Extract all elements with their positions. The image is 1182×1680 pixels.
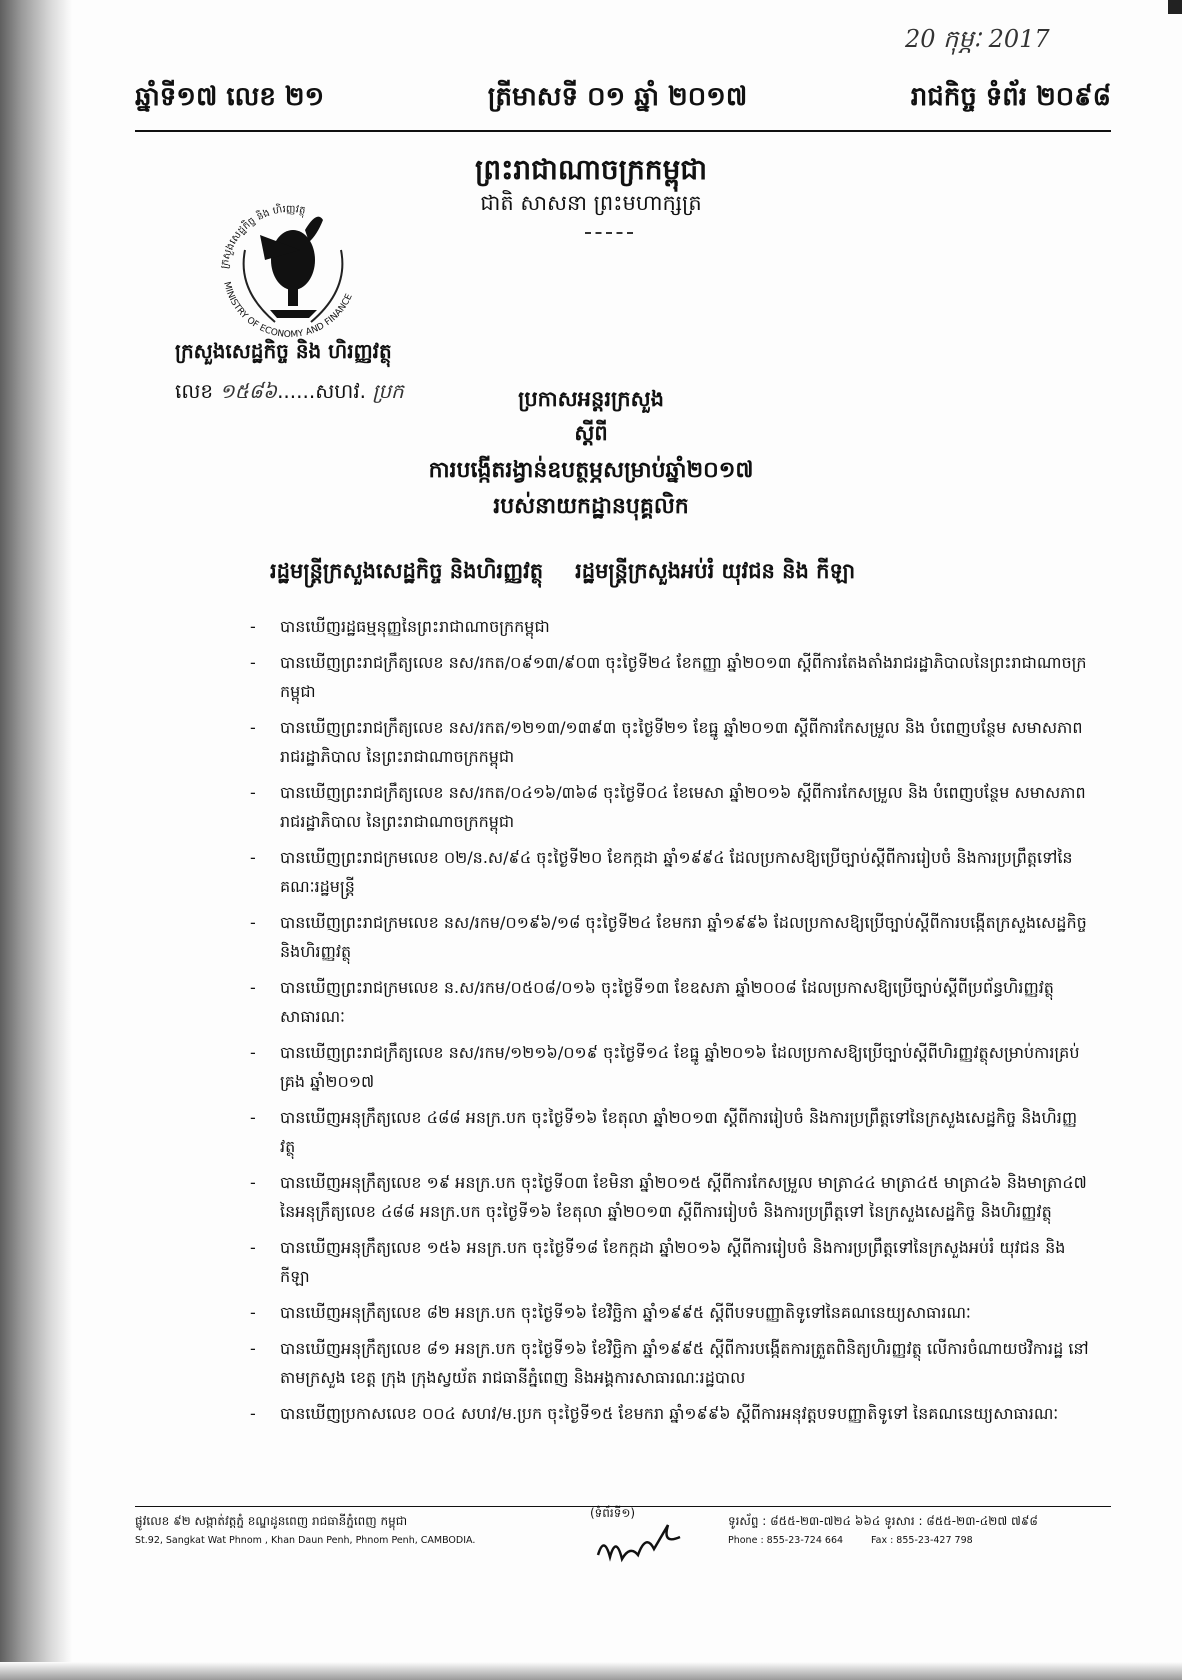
recital-item: - បានឃើញអនុក្រឹត្យលេខ ៨១ អនក្រ.បក ចុះថ្ងៃទី១៦ ខែវិច្ឆិកា ឆ្នាំ១៩៩៥ ស្តីពីការបង្កើតការត្រួតពិនិត្យហិរញ្ញវត្ថុ លើការចំណាយថវិការដ្ឋ នៅតាមក្រសួង ខេត្ត ក្រុង ក្រុងស្វយ័ត រាជធានីភ្នំពេញ និងអង្គការសាធារណៈរដ្ឋបាល: [250, 1334, 1090, 1392]
handwritten-date: 20 កុម្ភៈ 2017: [905, 25, 1050, 53]
phone-kh: ទូរស័ព្ទ : ៨៥៥-២៣-៧២៤ ៦៦៤ ទូរសារ : ៨៥៥-២៣-៤២៧ ៧៩៨: [728, 1514, 1038, 1528]
quarter: ត្រីមាសទី ០១ ឆ្នាំ ២០១៧: [487, 82, 748, 112]
national-motto: ជាតិ សាសនា ព្រះមហាក្សត្រ: [480, 191, 702, 215]
gazette-page: រាជកិច្ច ទំព័រ ២០៩៨: [910, 82, 1111, 112]
page-marker: (ទំព័រទី១): [590, 1506, 636, 1520]
recital-item: - បានឃើញប្រកាសលេខ ០០៤ សហវ/ម.ប្រក ចុះថ្ងៃទី១៥ ខែមករា ឆ្នាំ១៩៩៦ ស្តីពីការអនុវត្តបទបញ្ញាតិទូទៅ នៃគណនេយ្យសាធារណៈ: [250, 1399, 1090, 1428]
recital-item: - បានឃើញអនុក្រឹត្យលេខ ៨២ អនក្រ.បក ចុះថ្ងៃទី១៦ ខែវិច្ឆិកា ឆ្នាំ១៩៩៥ ស្តីពីបទបញ្ញាតិទូទៅនៃគណនេយ្យសាធារណៈ: [250, 1298, 1090, 1327]
fax-en: Fax : 855-23-427 798: [871, 1535, 973, 1546]
signature-initials: [590, 1515, 700, 1575]
seal-bird-emblem: [260, 217, 323, 318]
motto-ornament: [585, 232, 633, 234]
recital-item: - បានឃើញអនុក្រឹត្យលេខ ៤៨៨ អនក្រ.បក ចុះថ្ងៃទី១៦ ខែតុលា ឆ្នាំ២០១៣ ស្តីពីការរៀបចំ និងការប្រព្រឹត្តទៅនៃក្រសួងសេដ្ឋកិច្ច និងហិរញ្ញវត្ថុ: [250, 1103, 1090, 1161]
recital-item: - បានឃើញព្រះរាជក្រឹត្យលេខ នស/រកត/០៤១៦/៣៦៨ ចុះថ្ងៃទី០៤ ខែមេសា ឆ្នាំ២០១៦ ស្តីពីការកែសម្រួល និង បំពេញបន្ថែម សមាសភាពរាជរដ្ឋាភិបាល នៃព្រះរាជាណាចក្រកម្ពុជា: [250, 778, 1090, 836]
document-type: ប្រកាសអន្តរក្រសួង: [518, 387, 664, 411]
recital-item: - បានឃើញព្រះរាជក្រមលេខ ន.ស/រកម/០៥០៨/០១៦ ចុះថ្ងៃទី១៣ ខែឧសភា ឆ្នាំ២០០៨ ដែលប្រកាសឱ្យប្រើច្បាប់ស្តីពីប្រព័ន្ធហិរញ្ញវត្ថុសាធារណៈ: [250, 973, 1090, 1031]
scan-corner-mark: [1168, 0, 1182, 14]
document-subject-continued: របស់នាយកដ្ឋានបុគ្គលិក: [493, 494, 689, 519]
kingdom-title: ព្រះរាជាណាចក្រកម្ពុជា: [474, 153, 707, 186]
address-kh: ផ្លូវលេខ ៩២ សង្កាត់វត្តភ្នំ ខណ្ឌដូនពេញ រាជធានីភ្នំពេញ កម្ពុជា: [135, 1514, 408, 1528]
minister-economy: រដ្ឋមន្ត្រីក្រសួងសេដ្ឋកិច្ច និងហិរញ្ញវត្ថុ: [270, 559, 544, 583]
scan-bottom-shadow: [0, 1662, 1182, 1680]
gazette-header: [135, 80, 1111, 118]
seal-text-en: MINISTRY OF ECONOMY AND FINANCE: [221, 280, 355, 341]
recital-item: - បានឃើញរដ្ឋធម្មនុញ្ញនៃព្រះរាជាណាចក្រកម្ពុជា: [250, 612, 1090, 641]
ministry-seal: [205, 180, 375, 350]
issuing-ministry: ក្រសួងសេដ្ឋកិច្ច និង ហិរញ្ញវត្ថុ: [175, 339, 392, 363]
footer-contact: [728, 1513, 1088, 1546]
reference-suffix: សហវ.: [315, 379, 367, 403]
recitals-list: [250, 612, 1090, 1435]
recital-item: - បានឃើញព្រះរាជក្រឹត្យលេខ នស/រកត/១២១៣/១៣៩៣ ចុះថ្ងៃទី២១ ខែធ្នូ ឆ្នាំ២០១៣ ស្តីពីការកែសម្រួល និង បំពេញបន្ថែម សមាសភាពរាជរដ្ឋាភិបាល នៃព្រះរាជាណាចក្រកម្ពុជា: [250, 713, 1090, 771]
reference-prefix: លេខ: [175, 379, 214, 403]
reference-handwritten-code: ប្រក: [372, 379, 404, 403]
signing-ministers: [270, 558, 1070, 589]
recital-item: - បានឃើញព្រះរាជក្រមលេខ នស/រកម/០១៩៦/១៨ ចុះថ្ងៃទី២៤ ខែមករា ឆ្នាំ១៩៩៦ ដែលប្រកាសឱ្យប្រើច្បាប់ស្តីពីការបង្កើតក្រសួងសេដ្ឋកិច្ច និងហិរញ្ញវត្ថុ: [250, 908, 1090, 966]
recital-item: - បានឃើញព្រះរាជក្រមលេខ ០២/ន.ស/៩៤ ចុះថ្ងៃទី២០ ខែកក្កដា ឆ្នាំ១៩៩៤ ដែលប្រកាសឱ្យប្រើច្បាប់ស្តីពីការរៀបចំ និងការប្រព្រឹត្តទៅនៃគណៈរដ្ឋមន្ត្រី: [250, 843, 1090, 901]
document-subject: ការបង្កើតរង្វាន់ឧបត្ថម្ភសម្រាប់ឆ្នាំ២០១៧: [428, 458, 754, 483]
header-divider: [135, 130, 1111, 132]
recital-item: - បានឃើញអនុក្រឹត្យលេខ ១៥៦ អនក្រ.បក ចុះថ្ងៃទី១៨ ខែកក្កដា ឆ្នាំ២០១៦ ស្តីពីការរៀបចំ និងការប្រព្រឹត្តទៅនៃក្រសួងអប់រំ យុវជន និងកីឡា: [250, 1233, 1090, 1291]
reference-dots: ......: [277, 379, 316, 403]
reference-handwritten-number: ១៥៨៦: [219, 379, 278, 403]
recital-item: - បានឃើញព្រះរាជក្រឹត្យលេខ នស/រកត/០៩១៣/៩០៣ ចុះថ្ងៃទី២៤ ខែកញ្ញា ឆ្នាំ២០១៣ ស្តីពីការតែងតាំងរាជរដ្ឋាភិបាលនៃព្រះរាជាណាចក្រកម្ពុជា: [250, 648, 1090, 706]
recital-item: - បានឃើញអនុក្រឹត្យលេខ ១៩ អនក្រ.បក ចុះថ្ងៃទី០៣ ខែមិនា ឆ្នាំ២០១៥ ស្តីពីការកែសម្រួល មាត្រា៤៤ មាត្រា៤៥ មាត្រា៤៦ និងមាត្រា៤៧ នៃអនុក្រឹត្យលេខ ៤៨៨ អនក្រ.បក ចុះថ្ងៃទី១៦ ខែតុលា ឆ្នាំ២០១៣ ស្តីពីការរៀបចំ និងការប្រព្រឹត្តទៅ នៃក្រសួងសេដ្ឋកិច្ច និងហិរញ្ញវត្ថុ: [250, 1168, 1090, 1226]
seal-text-kh: ក្រសួងសេដ្ឋកិច្ច និង ហិរញ្ញវត្ថុ: [219, 203, 307, 270]
year-issue: ឆ្នាំទី១៧ លេខ ២១: [135, 82, 325, 112]
footer-address: [135, 1513, 535, 1546]
phone-en: Phone : 855-23-724 664: [728, 1535, 844, 1546]
phone-en-row: [728, 1535, 1088, 1546]
document-about: ស្តីពី: [574, 421, 608, 445]
address-en: St.92, Sangkat Wat Phnom , Khan Daun Penh, Phnom Penh, CAMBODIA.: [135, 1535, 476, 1546]
minister-education: រដ្ឋមន្ត្រីក្រសួងអប់រំ យុវជន និង កីឡា: [575, 559, 856, 583]
scan-edge-shadow: [0, 0, 72, 1680]
recital-item: - បានឃើញព្រះរាជក្រឹត្យលេខ នស/រកម/១២១៦/០១៩ ចុះថ្ងៃទី១៤ ខែធ្នូ ឆ្នាំ២០១៦ ដែលប្រកាសឱ្យប្រើច្បាប់ស្តីពីហិរញ្ញវត្ថុសម្រាប់ការគ្រប់គ្រង ឆ្នាំ២០១៧: [250, 1038, 1090, 1096]
